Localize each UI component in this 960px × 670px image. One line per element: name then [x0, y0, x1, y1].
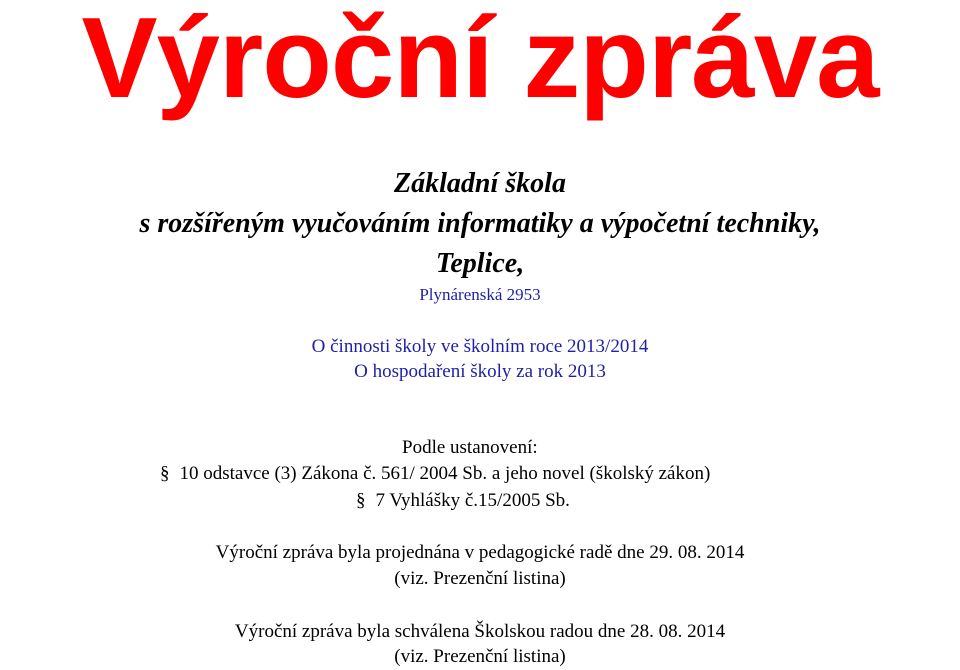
school-address: Plynárenská 2953: [419, 285, 541, 304]
approval-approved-ref: (viz. Prezenční listina): [394, 646, 566, 667]
approval-discussed: Výroční zpráva byla projednána v pedagogické radě dne 29. 08. 2014: [215, 542, 745, 563]
legal-item-1: [160, 462, 710, 486]
scope-economy: O hospodaření školy za rok 2013: [354, 361, 606, 382]
approval-approved: Výroční zpráva byla schválena Školskou radou dne 28. 08. 2014: [234, 621, 726, 642]
legal-intro: Podle ustanovení:: [402, 437, 538, 458]
legal-item-2: [356, 489, 570, 513]
scope-activity: O činnosti školy ve školním roce 2013/2014: [311, 336, 649, 357]
school-name-line-3: Teplice,: [435, 248, 525, 279]
school-name-line-1: Základní škola: [394, 168, 566, 199]
legal-item-1-text: 10 odstavce (3) Zákona č. 561/ 2004 Sb. a jeho novel (školský zákon): [179, 463, 711, 484]
legal-item-2-text: 7 Vyhlášky č.15/2005 Sb.: [375, 490, 570, 511]
section-mark-icon: §: [356, 490, 366, 511]
document-title: Výroční zpráva: [81, 0, 879, 122]
approval-discussed-ref: (viz. Prezenční listina): [394, 568, 566, 589]
section-mark-icon: §: [160, 463, 170, 484]
school-name-line-2: s rozšířeným vyučováním informatiky a výpočetní techniky,: [139, 208, 821, 239]
